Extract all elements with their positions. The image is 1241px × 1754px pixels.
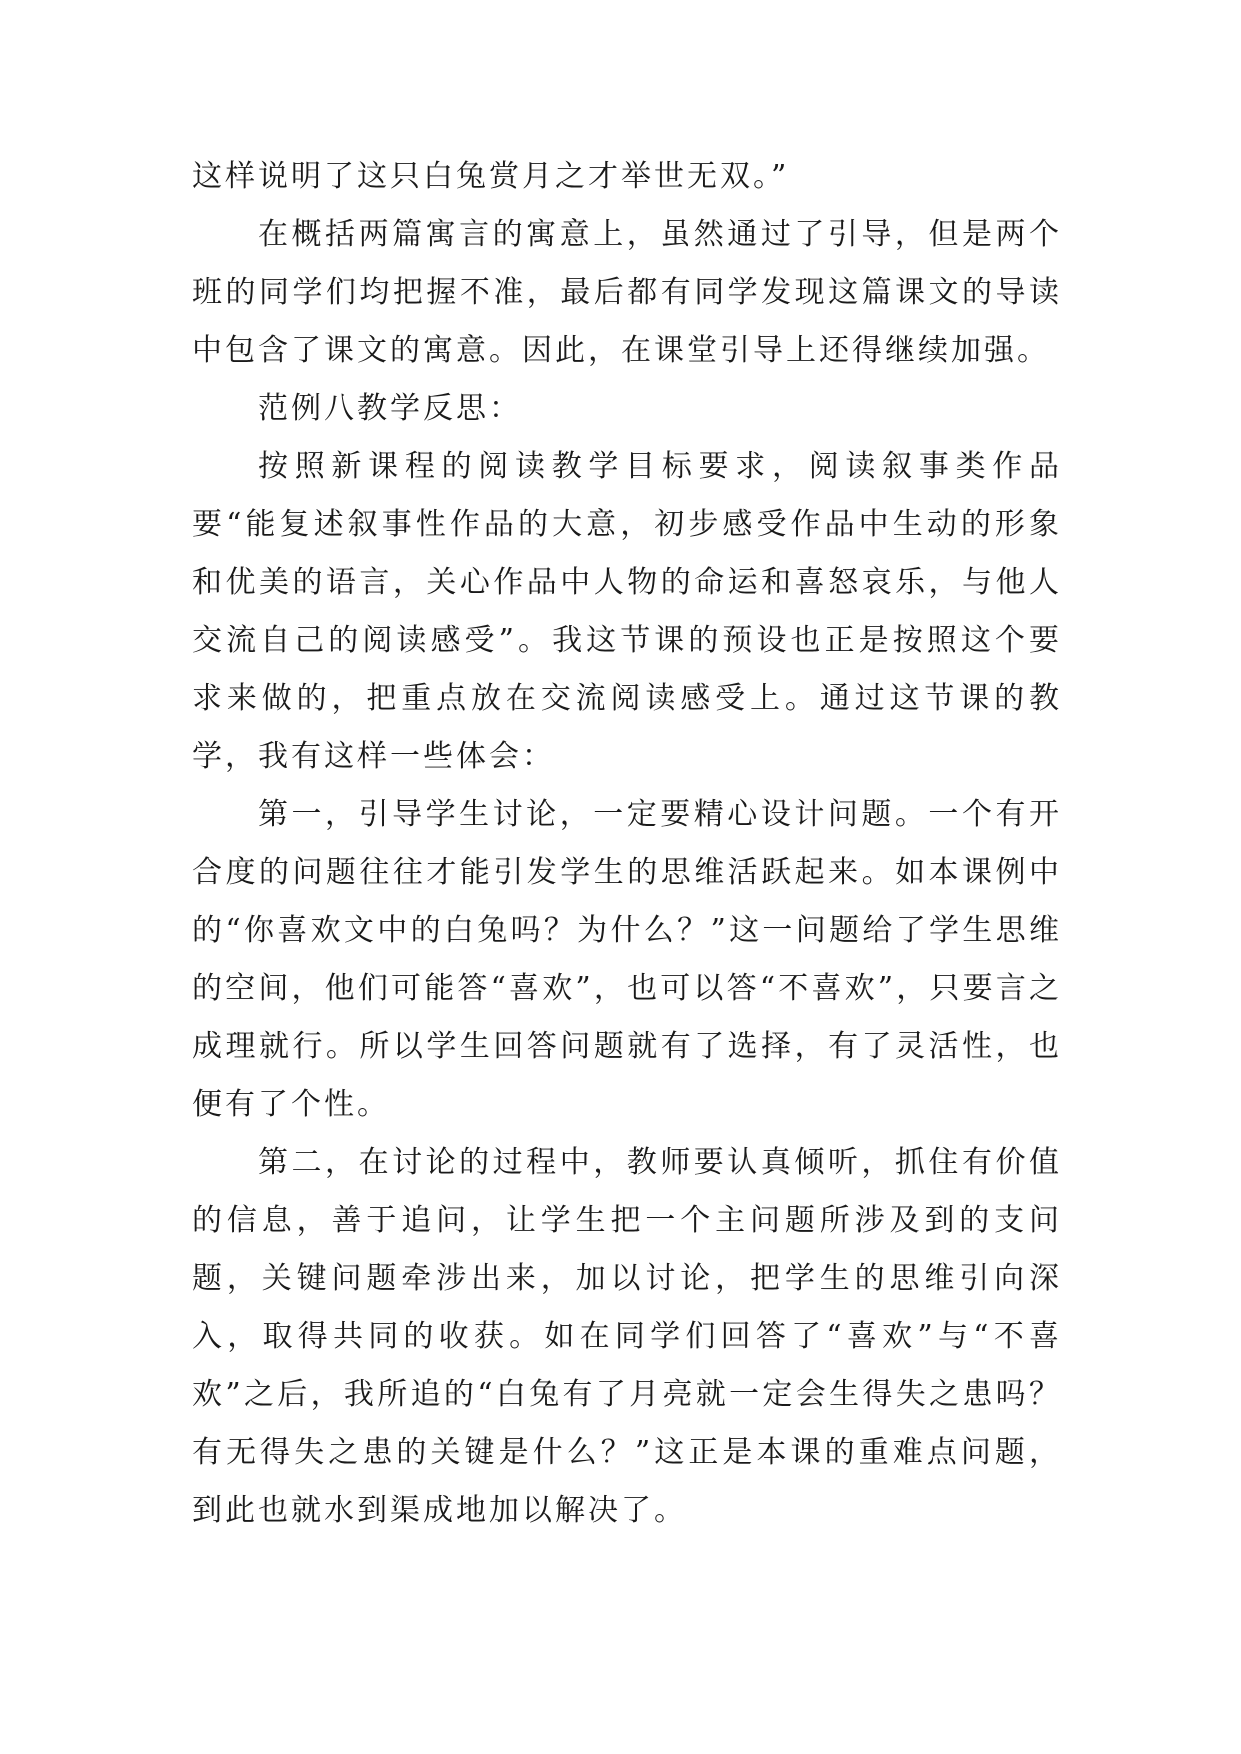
body-text	[192, 148, 1062, 1540]
paragraph-intro: 按照新课程的阅读教学目标要求，阅读叙事类作品要“能复述叙事性作品的大意，初步感受作品中生动的形象和优美的语言，关心作品中人物的命运和喜怒哀乐，与他人交流自己的阅读感受”。我这节课的预设也正是按照这个要求来做的，把重点放在交流阅读感受上。通过这节课的教学，我有这样一些体会：	[192, 449, 1062, 774]
paragraph-continuation: 这样说明了这只白兔赏月之才举世无双。”	[192, 159, 790, 194]
section-heading: 范例八教学反思：	[258, 391, 522, 426]
paragraph-point-one: 第一，引导学生讨论，一定要精心设计问题。一个有开合度的问题往往才能引发学生的思维活跃起来。如本课例中的“你喜欢文中的白兔吗？为什么？”这一问题给了学生思维的空间，他们可能答“喜欢”，也可以答“不喜欢”，只要言之成理就行。所以学生回答问题就有了选择，有了灵活性，也便有了个性。	[192, 797, 1062, 1122]
paragraph-point-two: 第二，在讨论的过程中，教师要认真倾听，抓住有价值的信息，善于追问，让学生把一个主问题所涉及到的支问题，关键问题牵涉出来，加以讨论，把学生的思维引向深入，取得共同的收获。如在同学们回答了“喜欢”与“不喜欢”之后，我所追的“白兔有了月亮就一定会生得失之患吗？有无得失之患的关键是什么？”这正是本课的重难点问题，到此也就水到渠成地加以解决了。	[192, 1145, 1062, 1528]
paragraph-summary: 在概括两篇寓言的寓意上，虽然通过了引导，但是两个班的同学们均把握不准，最后都有同学发现这篇课文的导读中包含了课文的寓意。因此，在课堂引导上还得继续加强。	[192, 217, 1062, 368]
